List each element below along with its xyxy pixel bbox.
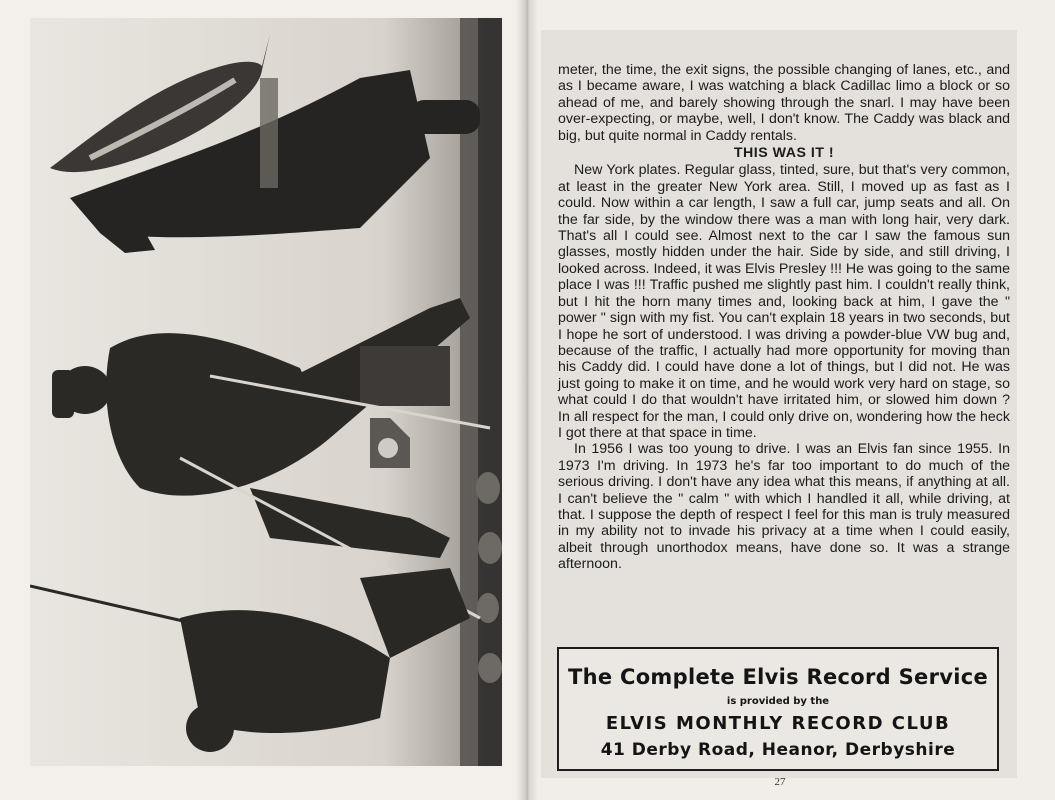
- record-service-advert: [557, 647, 999, 771]
- article-text: [558, 62, 1010, 573]
- advert-subtitle: is provided by the: [726, 696, 830, 707]
- article-paragraph: meter, the time, the exit signs, the possible changing of lanes, etc., and as I became aware, I was watching a black Cadillac limo a block or so ahead of me, and barely showing through the snarl. I may have been over-expecting, or maybe, well, I don't know. The Caddy was black and big, but quite normal in Caddy rentals.: [558, 62, 1010, 144]
- advert-title: The Complete Elvis Record Service: [567, 665, 989, 689]
- page-number: 27: [774, 776, 786, 788]
- article-paragraph: New York plates. Regular glass, tinted, sure, but that's very common, at least in the greater New York area. Still, I moved up as fast as I could. Now within a car length, I saw a full car, jump seats and all. On the far side, by the window there was a man with long hair, very dark. That's all I could see. Almost next to the car I saw the famous sun glasses, mostly hidden under the hair. Side by side, and still driving, I looked across. Indeed, it was Elvis Presley !!! He was going to the same place I was !!! Traffic pushed me slightly past him. I couldn't really think, but I hit the horn many times and, looking back at him, I gave the " power " sign with my fist. You can't explain 18 years in two seconds, but I hope he sort of understood. I was driving a powder-blue VW bug and, because of the traffic, I actually had more opportunity for moving than his Caddy did. I could have done a lot of things, but I did not. He was just going to make it on time, and he would work very hard on stage, so what could I do that wouldn't have irritated him, or slowed him down ? In all respect for the man, I could only drive on, wondering how the heck I got there at that space in time.: [558, 162, 1010, 441]
- advert-address: 41 Derby Road, Heanor, Derbyshire: [600, 740, 956, 760]
- article-heading: THIS WAS IT !: [733, 145, 835, 162]
- book-gutter: [516, 0, 538, 800]
- article-paragraph: In 1956 I was too young to drive. I was an Elvis fan since 1955. In 1973 I'm driving. In 1973 he's far too important to do much of the serious driving. I don't have any idea what this means, if anything at all. I can't believe the " calm " with which I handled it all, while driving, at that. I suppose the depth of respect I feel for this man is truly measured in my ability not to invade his privacy at a time when I could easily, albeit through unorthodox means, have done so. It was a strange afternoon.: [558, 441, 1010, 573]
- fishing-photo: [30, 18, 502, 766]
- advert-club-name: ELVIS MONTHLY RECORD CLUB: [605, 713, 951, 734]
